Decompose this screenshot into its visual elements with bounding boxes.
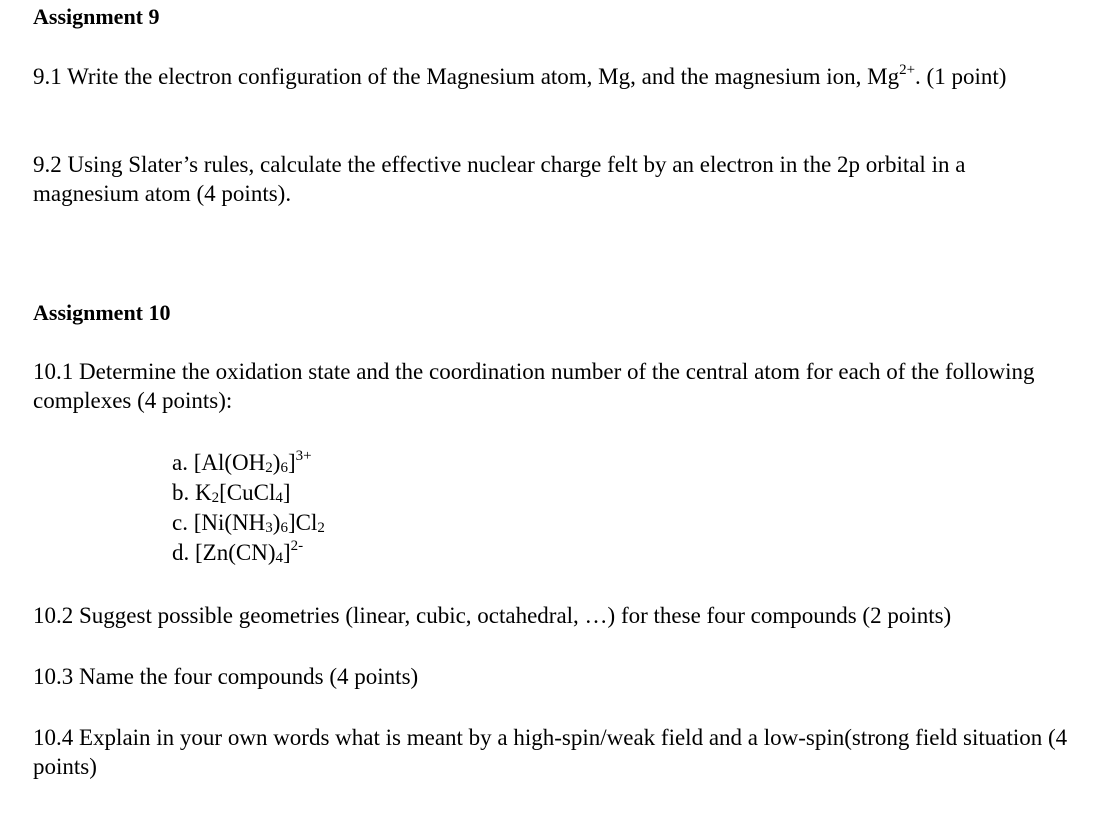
complex-c — [172, 508, 325, 538]
complex-a-formula: $[Al(OH_2)_6]^{3+}$ — [193, 448, 312, 476]
complex-d-label: d. — [172, 540, 190, 565]
complex-a-label: a. — [172, 450, 188, 475]
complex-b-label: b. — [172, 480, 190, 505]
complex-c-formula: $[Ni(NH_3)_6]Cl_2$ — [193, 510, 325, 536]
complex-d-formula: $[Zn(CN)_4]^{2-}$ — [195, 538, 304, 566]
question-10-2: 10.2 Suggest possible geometries (linear, cubic, octahedral, …) for these four compounds (2 points) — [33, 603, 952, 628]
question-10-1: 10.1 Determine the oxidation state and the coordination number of the central atom for each of the following complexes (4 points): — [33, 359, 1035, 413]
assignment-9-heading: Assignment 9 — [33, 4, 160, 29]
complex-list — [172, 448, 325, 568]
question-9-1 — [33, 62, 1073, 91]
question-10-4: 10.4 Explain in your own words what is meant by a high-spin/weak field and a low-spin(strong field situation (4 points) — [33, 725, 1068, 779]
complex-c-label: c. — [172, 510, 188, 535]
complex-b-formula: $K_2[CuCl_4]$ — [195, 480, 291, 506]
assignment-10-heading: Assignment 10 — [33, 300, 171, 325]
complex-b — [172, 478, 325, 508]
question-9-1-prefix: 9.1 Write the electron configuration of the Magnesium atom, Mg, and the magnesium ion, Mg — [33, 64, 900, 89]
complex-d — [172, 538, 325, 568]
question-9-2: 9.2 Using Slater’s rules, calculate the effective nuclear charge felt by an electron in the 2p orbital in a magnesium atom (4 points). — [33, 152, 966, 206]
mg-ion-charge: 2+ — [899, 62, 916, 78]
question-9-1-suffix: . (1 point) — [915, 64, 1007, 89]
question-10-3: 10.3 Name the four compounds (4 points) — [33, 664, 419, 689]
complex-a — [172, 448, 325, 478]
